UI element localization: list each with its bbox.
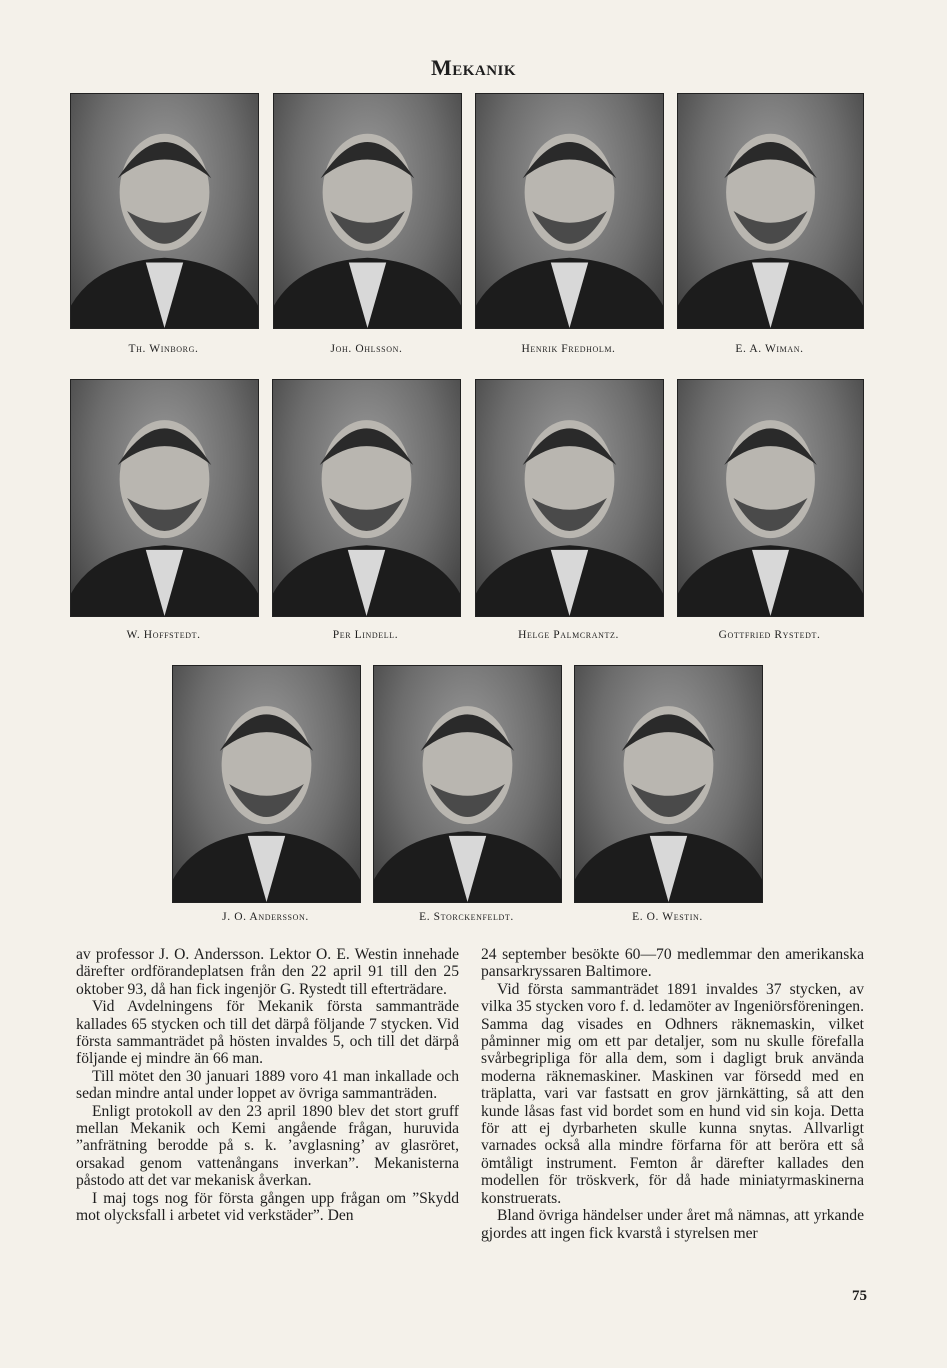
portrait-caption: E. Storckenfeldt. xyxy=(419,911,514,923)
paragraph: 24 september besökte 60—70 medlemmar den amerikanska pansarkryssaren Baltimore. xyxy=(481,946,864,981)
page-number: 75 xyxy=(852,1288,867,1304)
portrait-photo xyxy=(272,379,461,617)
paragraph: Enligt protokoll av den 23 april 1890 blev det stort gruff mellan Mekanik och Kemi angående frågan, huruvida ”anfrätning berodde på s. k. ’avglasning’ av glasröret, orsakad genom vattenångans inverkan”. Mekanisterna påstodo att det var mekanisk åverkan. xyxy=(76,1102,459,1190)
portrait-photo xyxy=(70,379,259,617)
paragraph: I maj togs nog för första gången upp frågan om ”Skydd mot olycksfall i arbetet vid verkstäder”. Den xyxy=(76,1189,459,1225)
portrait-caption: Per Lindell. xyxy=(332,629,399,641)
right-column xyxy=(481,946,864,1242)
portrait-caption: W. Hoffstedt. xyxy=(126,629,201,641)
portrait-photo xyxy=(677,379,864,617)
portrait-caption: J. O. Andersson. xyxy=(222,911,309,923)
portrait-photo xyxy=(373,665,562,903)
paragraph: av professor J. O. Andersson. Lektor O. E. Westin innehade därefter ordförandeplatsen från den 22 april 91 till den 25 oktober 93, då han fick ingenjör G. Rystedt till efterträdare. xyxy=(76,946,459,998)
page-title: Mekanik xyxy=(430,55,517,80)
paragraph: Vid första sammanträdet 1891 invaldes 37 stycken, av vilka 35 stycken voro f. d. ledamöter av Ingeniörsföreningen. Samma dag visades en Odhners räknemaskin, vilket påminner mig om ett par detaljer, som nu skulle förefalla svårbegripliga för alla dem, som i dagligt bruk använda moderna räknemaskiner. Maskinen var försedd med en träplatta, vari var fastsatt en grov järnkätting, så att den kunde låsas fast vid bordet som en hund vid sin koja. Detta för att ej dyrbarheten skulle kunna snytas. Allvarligt varnades också alla mindre förfarna för att beröra ett så ömtåligt instrument. Femton år därefter kallades den modellen för tröskverk, för då hade miniatyrmaskinerna konstruerats. xyxy=(481,980,864,1207)
portrait-caption: Helge Palmcrantz. xyxy=(518,629,619,641)
portrait-caption: Gottfried Rystedt. xyxy=(718,629,821,641)
portrait-caption: Joh. Ohlsson. xyxy=(330,343,403,355)
portrait-caption: Henrik Fredholm. xyxy=(521,343,616,355)
portrait-caption: E. A. Wiman. xyxy=(735,343,804,355)
portrait-photo xyxy=(475,379,664,617)
portrait-photo xyxy=(273,93,462,329)
paragraph: Vid Avdelningens för Mekanik första sammanträde kallades 65 stycken och till det därpå följande 7 stycken. Vid första sammanträdet på hösten invaldes 5, och till det därpå följande ej mindre än 66 man. xyxy=(76,998,459,1068)
portrait-photo xyxy=(475,93,664,329)
portrait-caption: Th. Winborg. xyxy=(128,343,199,355)
portrait-photo xyxy=(677,93,864,329)
portrait-photo xyxy=(574,665,763,903)
paragraph: Till mötet den 30 januari 1889 voro 41 man inkallade och sedan mindre antal under loppet av övriga sammanträden. xyxy=(76,1067,459,1103)
left-column xyxy=(76,946,459,1225)
portrait-caption: E. O. Westin. xyxy=(632,911,703,923)
portrait-photo xyxy=(172,665,361,903)
paragraph: Bland övriga händelser under året må nämnas, att yrkande gjordes att ingen fick kvarstå i styrelsen mer xyxy=(481,1207,864,1242)
portrait-photo xyxy=(70,93,259,329)
